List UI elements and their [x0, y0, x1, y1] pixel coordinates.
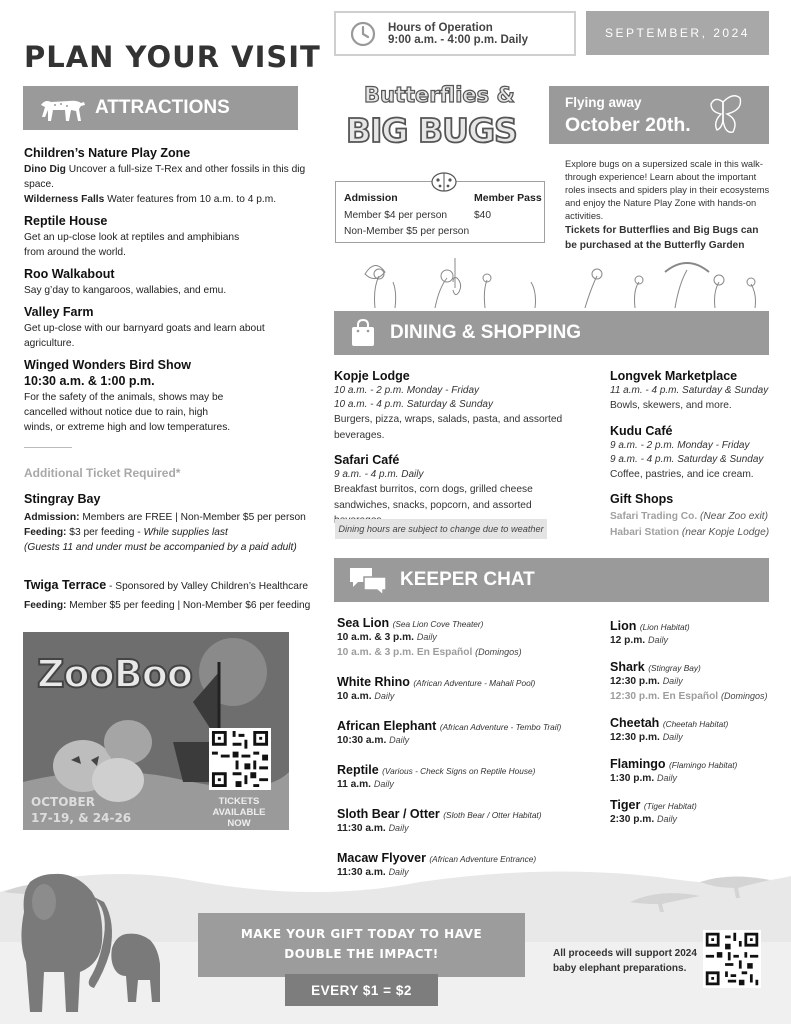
match-badge: EVERY $1 = $2 [285, 974, 438, 1006]
restaurant-desc: Coffee, pastries, and ice cream. [610, 468, 754, 480]
keeper-chat-heading-band [334, 558, 769, 602]
hours-value: 9:00 a.m. - 4:00 p.m. Daily [388, 33, 528, 46]
chat-frequency: Daily [388, 867, 409, 877]
flying-away-banner [549, 86, 769, 144]
animal-location: (Tiger Habitat) [643, 801, 697, 811]
attractions-list [24, 146, 314, 442]
list-item [337, 807, 597, 836]
chat-time: 2:30 p.m. [610, 814, 655, 825]
donation-banner [198, 913, 525, 977]
restaurant-desc: Breakfast burritos, corn dogs, grilled cheese sandwiches, snacks, popcorn, and assorted [334, 484, 533, 511]
attraction-showtimes: 10:30 a.m. & 1:00 p.m. [24, 374, 155, 388]
guest-note: (Guests 11 and under must be accompanied by a paid adult) [24, 542, 297, 553]
attraction-title: Stingray Bay [24, 492, 101, 506]
zooboo-logo: ZooBoo [37, 652, 192, 696]
attraction-sub-title: Wilderness Falls [24, 194, 105, 205]
restaurant-desc: Bowls, skewers, and more. [610, 400, 732, 411]
feeding-text: Member $5 per feeding | Non-Member $6 per feeding [66, 600, 311, 611]
page-title: PLAN YOUR VISIT [24, 40, 321, 74]
qr-code-icon[interactable] [209, 728, 271, 790]
month-badge: SEPTEMBER, 2024 [586, 11, 769, 55]
animal-location: (Flamingo Habitat) [669, 760, 738, 770]
attraction-text: For the safety of the animals, shows may be cancelled without notice due to rain, high winds, or extreme high and low temperatures. [24, 392, 231, 433]
list-item [610, 798, 780, 827]
flying-away-date: October 20th. [565, 114, 691, 136]
animal-name: Reptile [337, 763, 379, 777]
chat-time: 1:30 p.m. [610, 773, 655, 784]
chat-frequency: Daily [373, 779, 394, 789]
chat-time: 11:30 a.m. [337, 867, 386, 878]
chat-frequency: Daily [416, 632, 437, 642]
attraction-title: Reptile House [24, 214, 108, 228]
animal-name: African Elephant [337, 719, 437, 733]
animal-location: (Sloth Bear / Otter Habitat) [443, 810, 542, 820]
chat-frequency: Daily [662, 732, 683, 742]
animal-name: Tiger [610, 798, 641, 812]
flowers-illustration [335, 248, 769, 308]
chat-time: 10:30 a.m. [337, 735, 387, 746]
list-item [337, 763, 597, 792]
restaurant-name: Kopje Lodge [334, 369, 410, 383]
shop-name: Safari Trading Co. [610, 511, 698, 522]
feeding-label: Feeding: [24, 527, 67, 538]
attraction-title: Winged Wonders Bird Show [24, 358, 192, 372]
list-item [24, 214, 244, 260]
non-member-price: Non-Member $5 per person [344, 226, 470, 237]
attraction-text: Uncover a full-size T-Rex and other fossils in this dig space. [24, 164, 306, 190]
member-pass-heading: Member Pass [474, 192, 542, 204]
chat-bubbles-icon [348, 565, 388, 595]
animal-location: (African Adventure - Tembo Trail) [439, 722, 562, 732]
animal-name: Sea Lion [337, 616, 390, 630]
qr-code-icon[interactable] [703, 930, 761, 988]
keeper-chat-heading: KEEPER CHAT [400, 569, 535, 590]
zooboo-month: OCTOBER [31, 795, 95, 809]
chat-time: 11:30 a.m. [337, 823, 386, 834]
animal-name: White Rhino [337, 675, 410, 689]
list-item [610, 757, 780, 786]
zooboo-ad[interactable] [23, 632, 289, 830]
chat-time: 10 a.m. & 3 p.m. [337, 632, 415, 643]
clock-icon [350, 21, 376, 47]
chat-frequency: Daily [647, 635, 668, 645]
dining-note: Dining hours are subject to change due to weather [335, 519, 547, 539]
list-item [610, 619, 780, 648]
animal-name: Cheetah [610, 716, 660, 730]
ladybug-icon [424, 168, 464, 194]
zooboo-tickets [201, 796, 277, 829]
hours-of-operation [334, 11, 576, 56]
list-item [24, 305, 314, 351]
shop-location: (Near Zoo exit) [700, 511, 768, 522]
shop-name: Habari Station [610, 527, 680, 538]
chat-time: 12:30 p.m. [610, 676, 660, 687]
list-item [610, 716, 780, 745]
animal-name: Shark [610, 660, 645, 674]
additional-ticket-label: Additional Ticket Required* [24, 466, 181, 480]
list-item [334, 453, 554, 529]
butterflies-title: Butterflies & [364, 83, 515, 107]
attraction-title: Valley Farm [24, 305, 94, 319]
animal-name: Flamingo [610, 757, 666, 771]
twiga-terrace-section [24, 576, 314, 613]
admission-label: Admission: [24, 512, 80, 523]
proceeds-text: All proceeds will support 2024 baby elephant preparations. [553, 948, 697, 974]
list-item [24, 267, 314, 298]
stingray-bay-section [24, 492, 314, 555]
member-pass-price: $40 [474, 210, 491, 221]
gift-line: MAKE YOUR GIFT TODAY TO HAVE [240, 927, 483, 941]
zooboo-days: 17-19, & 24-26 [31, 811, 132, 825]
shopping-bag-icon [350, 319, 376, 347]
chat-time: 11 a.m. [337, 779, 371, 790]
feeding-label: Feeding: [24, 600, 67, 611]
chat-time: 10 a.m. [337, 691, 372, 702]
chat-frequency: Daily [388, 823, 409, 833]
restaurant-hours: 9 a.m. - 4 p.m. Daily [334, 469, 424, 480]
animal-name: Lion [610, 619, 637, 633]
chat-frequency: (Domingos) [720, 691, 768, 701]
restaurant-name: Kudu Café [610, 423, 673, 438]
member-price: Member $4 per person [344, 210, 448, 221]
chat-frequency: Daily [662, 676, 683, 686]
attraction-text: Get an up-close look at reptiles and amphibians from around the world. [24, 232, 240, 258]
chat-frequency: Daily [389, 735, 410, 745]
chat-time: 12:30 p.m. [610, 732, 660, 743]
restaurant-hours: 10 a.m. - 2 p.m. Monday - Friday [334, 385, 480, 396]
animal-location: (African Adventure Entrance) [429, 854, 537, 864]
admission-box [335, 181, 545, 243]
attraction-title: Roo Walkabout [24, 267, 115, 281]
restaurant-name: Safari Café [334, 453, 400, 467]
list-item [334, 369, 594, 443]
animal-location: (Various - Check Signs on Reptile House) [382, 766, 536, 776]
tickets-line: TICKETS [218, 796, 260, 807]
chat-time: 12 p.m. [610, 635, 646, 646]
gift-line: DOUBLE THE IMPACT! [284, 947, 439, 961]
keeper-list-right [610, 619, 780, 839]
dining-heading-band [334, 311, 769, 355]
hours-label: Hours of Operation [388, 21, 493, 34]
chat-time-spanish: 12:30 p.m. En Español [610, 691, 719, 702]
shop-location: (near Kopje Lodge) [681, 527, 770, 538]
list-item [610, 369, 780, 414]
attraction-text: Get up-close with our barnyard goats and learn about agriculture. [24, 323, 265, 349]
butterfly-icon [703, 92, 743, 138]
animal-name: Sloth Bear / Otter [337, 807, 440, 821]
chat-frequency: (Domingos) [475, 647, 522, 657]
restaurant-hours: 10 a.m. - 4 p.m. Saturday & Sunday [334, 399, 493, 410]
list-item [337, 675, 597, 704]
attractions-heading-band [23, 86, 298, 130]
attraction-title: Children’s Nature Play Zone [24, 146, 191, 160]
list-item [337, 719, 597, 748]
admission-heading: Admission [344, 192, 398, 204]
flying-away-label: Flying away [565, 95, 642, 110]
divider [24, 447, 72, 448]
restaurant-hours: 9 a.m. - 4 p.m. Saturday & Sunday [610, 453, 764, 465]
animal-location: (Lion Habitat) [639, 622, 690, 632]
list-item [337, 616, 597, 660]
list-item [24, 146, 314, 207]
dining-list-right [610, 369, 780, 551]
restaurant-name: Longvek Marketplace [610, 369, 738, 383]
restaurant-hours: 9 a.m. - 2 p.m. Monday - Friday [610, 439, 750, 451]
chat-frequency: Daily [657, 814, 678, 824]
feeding-text: $3 per feeding - [66, 527, 144, 538]
animal-location: (Cheetah Habitat) [662, 719, 729, 729]
restaurant-desc: Burgers, pizza, wraps, salads, pasta, and assorted beverages. [334, 414, 563, 441]
list-item [610, 424, 780, 483]
dining-list-left [334, 369, 594, 539]
admission-text: Members are FREE | Non-Member $5 per person [79, 512, 306, 523]
zooboo-dates [31, 794, 131, 826]
gift-shops-heading: Gift Shops [610, 492, 674, 506]
list-item [610, 660, 780, 704]
dining-heading: DINING & SHOPPING [390, 322, 582, 343]
big-bugs-title: BIG BUGS [346, 111, 517, 150]
list-item [24, 358, 234, 435]
chat-frequency: Daily [657, 773, 678, 783]
animal-location: (Sea Lion Cove Theater) [392, 619, 484, 629]
chat-time-spanish: 10 a.m. & 3 p.m. En Español [337, 647, 473, 658]
sponsor-text: - Sponsored by Valley Children’s Healthcare [106, 581, 308, 592]
cheetah-icon [35, 93, 87, 123]
animal-location: (African Adventure - Mahali Pool) [413, 678, 536, 688]
feeding-note: While supplies last [143, 527, 228, 538]
restaurant-hours: 11 a.m. - 4 p.m. Saturday & Sunday [610, 385, 769, 396]
tickets-line: AVAILABLE NOW [212, 807, 266, 829]
attraction-text: Say g’day to kangaroos, wallabies, and emu. [24, 285, 227, 296]
animal-name: Macaw Flyover [337, 851, 426, 865]
butterflies-tickets-info: Tickets for Butterflies and Big Bugs can be purchased at the Butterfly Garden [565, 225, 759, 251]
attraction-sub-title: Dino Dig [24, 164, 66, 175]
gift-shops [610, 492, 780, 541]
attraction-title: Twiga Terrace [24, 578, 107, 592]
chat-frequency: Daily [374, 691, 395, 701]
butterflies-description: Explore bugs on a supersized scale in this walk-through experience! Learn about the important roles insects and spiders play in their ecosystems and enjoy the Nature Play Zone with hands-on activities. [565, 159, 770, 221]
attractions-heading: ATTRACTIONS [95, 97, 230, 118]
animal-location: (Stingray Bay) [648, 663, 701, 673]
attraction-text: Water features from 10 a.m. to 4 p.m. [104, 194, 277, 205]
